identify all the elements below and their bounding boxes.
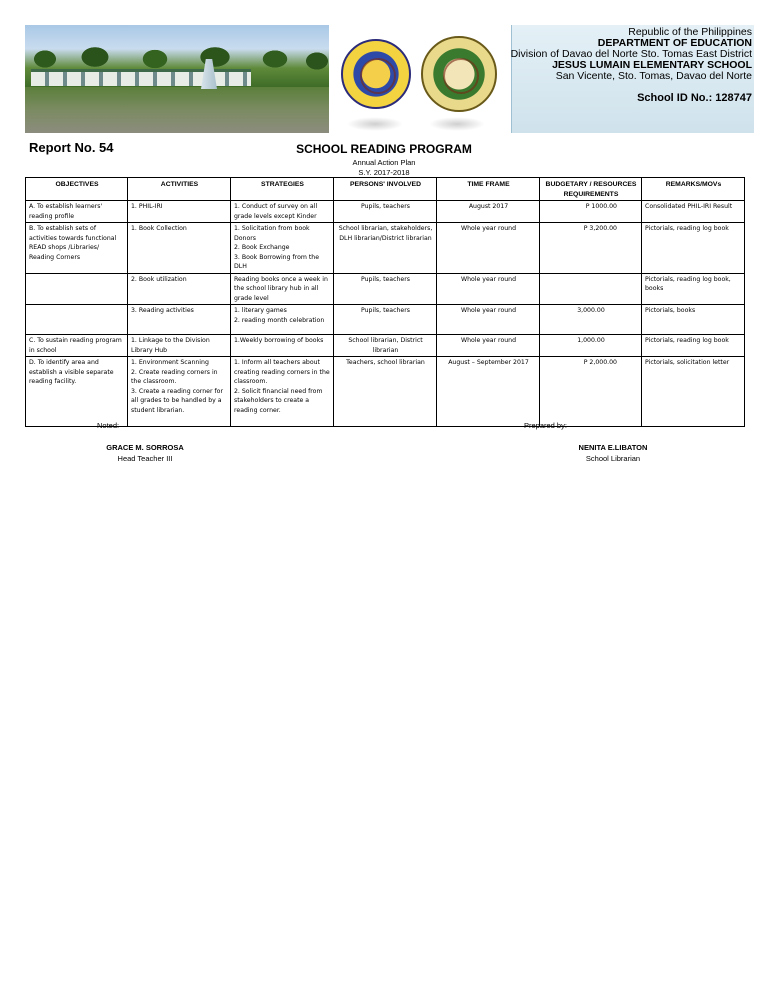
document-subtitle: Annual Action Plan: [352, 158, 416, 167]
document-title: SCHOOL READING PROGRAM: [296, 142, 472, 156]
remarks-cell: Pictorials, books: [642, 305, 745, 335]
activity-cell: 1. PHIL-IRI: [128, 201, 231, 223]
remarks-cell: Consolidated PHIL-IRI Result: [642, 201, 745, 223]
budget-cell: P 3,200.00: [540, 223, 642, 274]
strategy-cell: Reading books once a week in the school library hub in all grade level: [231, 273, 334, 305]
table-row: [26, 273, 745, 305]
noted-signatory-position: Head Teacher III: [117, 454, 173, 463]
column-header: STRATEGIES: [231, 178, 334, 201]
persons-cell: School librarian, stakeholders, DLH librarian/District librarian: [334, 223, 437, 274]
ground-graphic: [25, 87, 329, 133]
school-info-box: [511, 25, 754, 133]
persons-cell: Pupils, teachers: [334, 305, 437, 335]
seal-shadow: [429, 117, 485, 131]
persons-cell: Pupils, teachers: [334, 273, 437, 305]
activity-cell: 1. Linkage to the Division Library Hub: [128, 335, 231, 357]
budget-cell: P 2,000.00: [540, 357, 642, 427]
remarks-cell: Pictorials, reading log book: [642, 335, 745, 357]
school-id-line: School ID No.: 128747: [637, 92, 752, 104]
table-row: [26, 223, 745, 274]
school-photo: [25, 25, 329, 133]
budget-cell: [540, 273, 642, 305]
prepared-by-label: Prepared by:: [524, 421, 567, 430]
activity-cell: 1. Environment Scanning 2. Create reading corners in the classroom. 3. Create a reading corner for all grades to be handled by a student librarian.: [128, 357, 231, 427]
timeframe-cell: Whole year round: [437, 223, 540, 274]
objective-cell: [26, 305, 128, 335]
activity-cell: 3. Reading activities: [128, 305, 231, 335]
objective-cell: D. To identify area and establish a visible separate reading facility.: [26, 357, 128, 427]
address-line: San Vicente, Sto. Tomas, Davao del Norte: [555, 70, 752, 82]
noted-signatory-name: GRACE M. SORROSA: [106, 443, 184, 452]
column-header: ACTIVITIES: [128, 178, 231, 201]
column-header: BUDGETARY / RESOURCES REQUIREMENTS: [540, 178, 642, 201]
strategy-cell: 1. literary games 2. reading month celebration: [231, 305, 334, 335]
objective-cell: A. To establish learners' reading profile: [26, 201, 128, 223]
table-header-row: [26, 178, 745, 201]
table-row: [26, 305, 745, 335]
republic-line: Republic of the Philippines: [628, 26, 752, 38]
column-header: PERSONS' INVOLVED: [334, 178, 437, 201]
noted-label: Noted:: [97, 421, 120, 430]
strategy-cell: 1.Weekly borrowing of books: [231, 335, 334, 357]
activity-cell: 2. Book utilization: [128, 273, 231, 305]
department-line: DEPARTMENT OF EDUCATION: [597, 37, 752, 49]
activity-cell: 1. Book Collection: [128, 223, 231, 274]
table-row: [26, 201, 745, 223]
action-plan-table: [25, 177, 745, 427]
objective-cell: C. To sustain reading program in school: [26, 335, 128, 357]
header-banner: [25, 25, 753, 133]
report-number: Report No. 54: [29, 140, 114, 155]
timeframe-cell: August – September 2017: [437, 357, 540, 427]
column-header: REMARKS/MOVs: [642, 178, 745, 201]
table-row: [26, 335, 745, 357]
prepared-signatory-position: School Librarian: [585, 454, 641, 463]
timeframe-cell: Whole year round: [437, 273, 540, 305]
school-year: S.Y. 2017-2018: [358, 168, 410, 177]
objective-cell: B. To establish sets of activities towards functional READ shops /Libraries/ Reading Corners: [26, 223, 128, 274]
division-line: Division of Davao del Norte Sto. Tomas East District: [510, 48, 752, 60]
column-header: TIME FRAME: [437, 178, 540, 201]
prepared-signatory-name: NENITA E.LIBATON: [578, 443, 648, 452]
persons-cell: Pupils, teachers: [334, 201, 437, 223]
seal-shadow: [347, 117, 403, 131]
strategy-cell: 1. Solicitation from book Donors 2. Book Exchange 3. Book Borrowing from the DLH: [231, 223, 334, 274]
building-graphic: [31, 69, 251, 86]
strategy-cell: 1. Inform all teachers about creating reading corners in the classroom. 2. Solicit financial need from stakeholders to create a reading corner.: [231, 357, 334, 427]
logo-area: [329, 25, 511, 133]
school-seal-logo: [421, 36, 497, 112]
remarks-cell: Pictorials, solicitation letter: [642, 357, 745, 427]
remarks-cell: Pictorials, reading log book: [642, 223, 745, 274]
deped-seal-logo: [341, 39, 411, 109]
strategy-cell: 1. Conduct of survey on all grade levels except Kinder: [231, 201, 334, 223]
remarks-cell: Pictorials, reading log book, books: [642, 273, 745, 305]
timeframe-cell: Whole year round: [437, 305, 540, 335]
budget-cell: P 1000.00: [540, 201, 642, 223]
timeframe-cell: Whole year round: [437, 335, 540, 357]
column-header: OBJECTIVES: [26, 178, 128, 201]
budget-cell: 1,000.00: [540, 335, 642, 357]
budget-cell: 3,000.00: [540, 305, 642, 335]
timeframe-cell: August 2017: [437, 201, 540, 223]
table-row: [26, 357, 745, 427]
persons-cell: School librarian, District librarian: [334, 335, 437, 357]
objective-cell: [26, 273, 128, 305]
persons-cell: Teachers, school librarian: [334, 357, 437, 427]
school-name-line: JESUS LUMAIN ELEMENTARY SCHOOL: [552, 59, 752, 71]
